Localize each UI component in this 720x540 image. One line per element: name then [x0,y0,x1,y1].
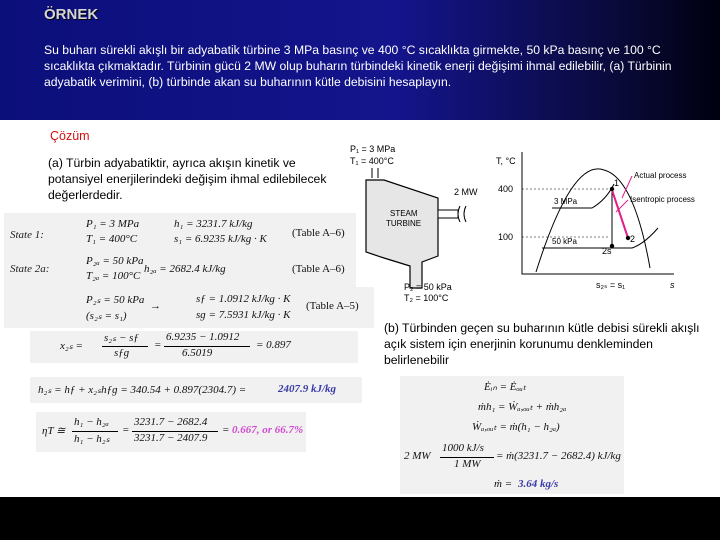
ts-y100: 100 [498,232,514,242]
turbine-label-steam: STEAM [390,209,418,218]
state-2s-s: (s₂ₛ = s₁) [86,310,127,322]
quality-equation: x₂ₛ = s₂ₛ − sƒ sƒɡ = 6.9235 − 1.0912 6.5019 = 0.897 [30,331,358,363]
turbine-p1: P₁ = 3 MPa [350,144,396,154]
part-b-text: (b) Türbinden geçen su buharının kütle debisi sürekli akışlı açık sistem için enerjinin korunumu denkleminden belirlenebilir [384,321,700,367]
state-1-s: s₁ = 6.9235 kJ/kg · K [174,233,267,245]
ts-actual-process-line [612,190,628,238]
state-2a-p: P₂ₐ = 50 kPa [86,255,144,267]
turbine-schematic [336,138,486,308]
state-2s-box: P₂ₛ = 50 kPa (s₂ₛ = s₁) → sƒ = 1.0912 kJ/kg · K sɡ = 7.5931 kJ/kg · K (Table A–5) [4,287,374,328]
turbine-t2: T₂ = 100°C [404,293,449,303]
state-2a-ref: (Table A–6) [292,263,345,275]
solution-heading: Çözüm [50,129,90,143]
energy-balance-equations: Ėᵢₙ = Ėₒᵤₜ ṁh₁ = Ẇₐ,ₒᵤₜ + ṁh₂ₐ Ẇₐ,ₒᵤₜ = ṁ(h₁ − h₂ₐ) 2 MW 1000 kJ/s 1 MW = ṁ(3231.7 − 2682.4) kJ/kg ṁ = 3.64 kg/s [400,376,624,494]
turbine-label-turbine: TURBINE [386,219,422,228]
ts-s-label: s₂ₛ = s₁ [596,280,626,290]
ts-isentropic-label: Isentropic process [630,195,695,204]
ts-x-axis-label: s [670,280,675,290]
ts-saturation-dome [536,169,650,272]
enthalpy-equation: h₂ₛ = hƒ + x₂ₛhƒɡ = 340.54 + 0.897(2304.7) = 2407.9 kJ/kg [30,377,362,403]
ts-point-1: 1 [614,178,620,188]
slide-title: ÖRNEK [44,6,99,23]
turbine-power: 2 MW [454,187,478,197]
ts-y400: 400 [498,184,514,194]
state-1-p: P₁ = 3 MPa [86,218,140,230]
ts-diagram [492,148,695,298]
state-2s-ref: (Table A–5) [306,300,359,312]
slide-footer [0,497,720,540]
ts-point-2: 2 [630,234,636,244]
state-1-h: h₁ = 3231.7 kJ/kg [174,218,253,230]
part-a-text: (a) Türbin adyabatiktir, ayrıca akışın kinetik ve potansiyel enerjilerindeki değişim ihmal edilebilecek değerlerdedir. [48,156,327,202]
ts-y-axis-label: T, °C [496,156,516,166]
ts-point-2s: 2s [602,246,612,256]
state-2a-t: T₂ₐ = 100°C [86,270,141,282]
state-2s-sf: sƒ = 1.0912 kJ/kg · K [196,293,291,305]
ts-isobar-high-label: 3 MPa [554,197,578,206]
turbine-t1: T₁ = 400°C [350,156,394,166]
state-1-label: State 1: [10,229,44,241]
state-1-ref: (Table A–6) [292,227,345,239]
ts-isobar-low-label: 50 kPa [552,237,577,246]
turbine-shaft [438,210,458,218]
problem-statement: Su buharı sürekli akışlı bir adyabatik türbine 3 MPa basınç ve 400 °C sıcaklıkta girmekte, 50 kPa basınç ve 100 °C sıcaklıkta çıkmaktadır. Türbinin gücü 2 MW olup buharın türbindeki kinetik enerji değişimi ihmal edilebilir, (a) Türbinin adyabatik verimini, (b) türbinde akan su buharının kütle debisini hesaplayın. [44,43,672,89]
state-2s-sg: sɡ = 7.5931 kJ/kg · K [196,309,291,321]
efficiency-equation: ηT ≅ h₁ − h₂ₐ h₁ − h₂ₛ = 3231.7 − 2682.4 3231.7 − 2407.9 = 0.667, or 66.7% [36,412,306,452]
ts-actual-label: Actual process [634,171,687,180]
state-2a-h: h₂ₐ = 2682.4 kJ/kg [144,263,226,275]
state-2s-p: P₂ₛ = 50 kPa [86,294,145,306]
state-2a-label: State 2a: [10,263,50,275]
turbine-p2: P₂ = 50 kPa [404,282,452,292]
turbine-body [366,180,438,288]
state-1-t: T₁ = 400°C [86,233,138,245]
